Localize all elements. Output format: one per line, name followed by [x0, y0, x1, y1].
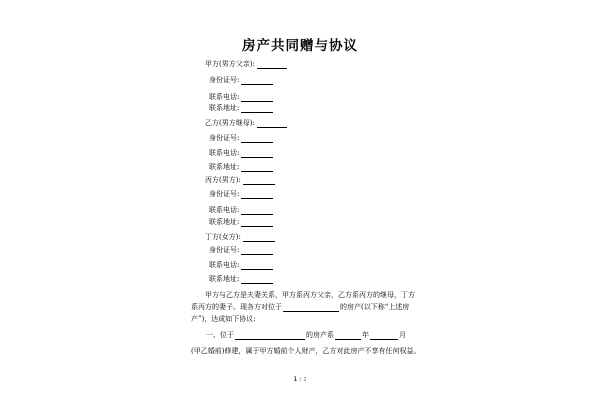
party-a-field	[205, 59, 287, 69]
property-location-blank[interactable]	[283, 303, 339, 312]
party-a-phone-field	[209, 92, 273, 102]
party-d-blank[interactable]	[243, 233, 275, 242]
clause-1-text-b: 的房产系	[306, 331, 334, 339]
party-d-id-field	[209, 245, 273, 255]
party-d-address-field	[209, 274, 273, 284]
party-d-id-blank[interactable]	[241, 246, 273, 255]
party-a-phone-label: 联系电话:	[209, 93, 240, 101]
clause-1-text-a: 一、位于	[206, 331, 234, 339]
party-d-address-label: 联系地址:	[209, 275, 240, 283]
party-d-label: 丁方(女方):	[205, 233, 241, 241]
party-c-blank[interactable]	[243, 176, 275, 185]
party-c-address-field	[209, 217, 273, 227]
party-a-id-blank[interactable]	[241, 76, 273, 85]
party-b-address-field	[209, 162, 273, 172]
clause-1-text-2: (甲乙婚前)修建，属于甲方婚前个人财产，乙方对此房产不享有任何权益。	[191, 347, 421, 355]
party-d-phone-label: 联系电话:	[209, 261, 240, 269]
party-c-id-label: 身份证号:	[209, 190, 240, 198]
party-a-phone-blank[interactable]	[241, 93, 273, 102]
total-pages: 2	[303, 377, 307, 383]
party-a-address-label: 联系地址:	[209, 104, 240, 112]
intro-line-3	[191, 314, 256, 324]
party-b-phone-blank[interactable]	[241, 149, 273, 158]
intro-text-1: 甲方与乙方是夫妻关系，甲方系丙方父亲，乙方系丙方的继母，丁方	[205, 291, 415, 299]
party-b-id-field	[209, 133, 273, 143]
party-c-id-field	[209, 189, 273, 199]
page-separator: /	[299, 377, 302, 383]
party-a-id-label: 身份证号:	[209, 76, 240, 84]
party-d-address-blank[interactable]	[241, 275, 273, 284]
party-c-field	[205, 175, 275, 185]
party-b-field	[205, 118, 287, 128]
party-c-address-label: 联系地址:	[209, 218, 240, 226]
clause-1-text-c: 年	[362, 331, 369, 339]
party-b-blank[interactable]	[257, 119, 287, 128]
intro-text-3: 产”)，达成如下协议:	[191, 315, 256, 323]
clause-1-line-2	[191, 346, 420, 356]
party-b-address-label: 联系地址:	[209, 163, 240, 171]
clause-1-text-d: 月	[399, 331, 406, 339]
page-number	[0, 375, 600, 383]
party-d-field	[205, 232, 275, 242]
party-d-phone-blank[interactable]	[241, 261, 273, 270]
party-c-phone-field	[209, 205, 273, 215]
party-d-id-label: 身份证号:	[209, 246, 240, 254]
intro-line-2	[191, 302, 409, 312]
current-page: 1	[293, 375, 298, 383]
intro-line-1	[205, 290, 415, 300]
party-b-id-label: 身份证号:	[209, 134, 240, 142]
party-c-address-blank[interactable]	[241, 218, 273, 227]
party-b-label: 乙方(男方继母):	[205, 119, 255, 127]
clause-1-month-blank[interactable]	[370, 331, 398, 340]
party-c-label: 丙方(男方):	[205, 176, 241, 184]
party-a-label: 甲方(男方父亲):	[205, 60, 255, 68]
party-b-address-blank[interactable]	[241, 163, 273, 172]
party-c-id-blank[interactable]	[241, 190, 273, 199]
party-b-phone-field	[209, 148, 273, 158]
party-a-address-field	[209, 103, 273, 113]
party-a-blank[interactable]	[257, 60, 287, 69]
party-a-id-field	[209, 75, 273, 85]
clause-1-line-1	[206, 330, 406, 340]
clause-1-year-blank[interactable]	[335, 331, 361, 340]
party-b-phone-label: 联系电话:	[209, 149, 240, 157]
clause-1-location-blank[interactable]	[235, 331, 305, 340]
intro-text-2b: 的房产(以下称“上述房	[340, 303, 410, 311]
intro-text-2a: 系丙方的妻子。现各方对位于	[191, 303, 282, 311]
party-a-address-blank[interactable]	[241, 104, 273, 113]
party-d-phone-field	[209, 260, 273, 270]
party-c-phone-label: 联系电话:	[209, 206, 240, 214]
document-title: 房产共同赠与协议	[242, 38, 358, 54]
party-b-id-blank[interactable]	[241, 134, 273, 143]
party-c-phone-blank[interactable]	[241, 206, 273, 215]
